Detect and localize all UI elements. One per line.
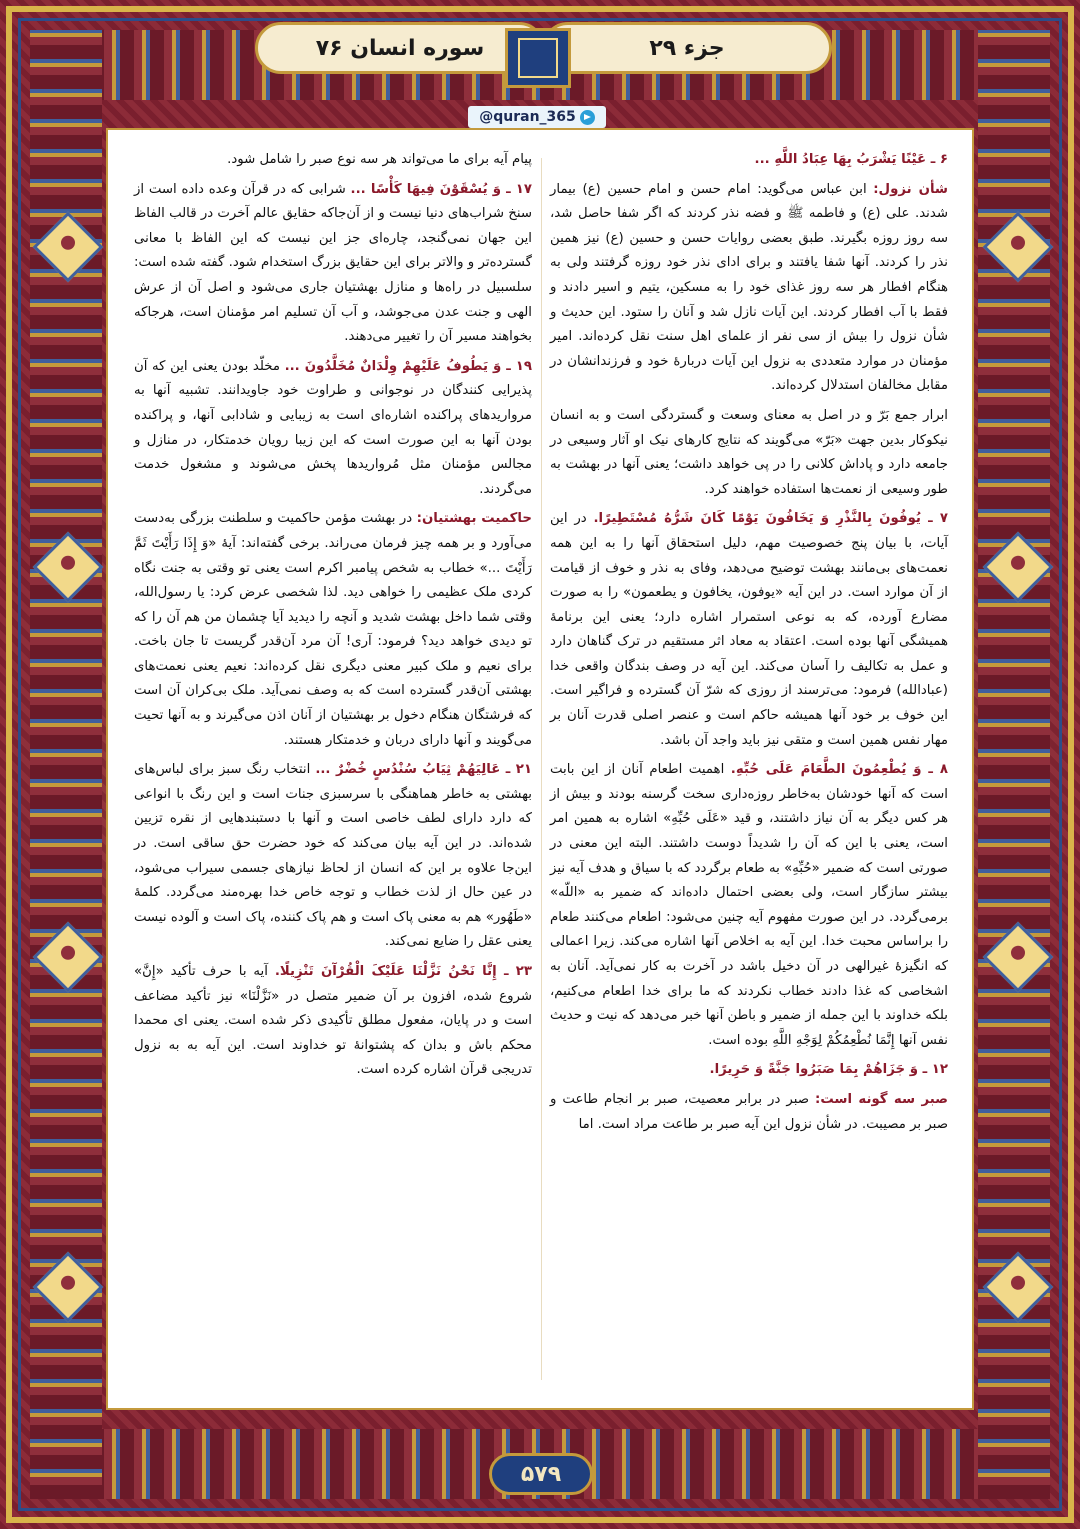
paragraph [550,404,948,502]
verse-heading: ۱۹ ـ وَ یَطُوفُ عَلَیْهِمْ وِلْدَانٌ مُخَلَّدُونَ ... [284,358,533,374]
section-heading: شأن نزول: [873,181,949,197]
paragraph [550,178,948,399]
verse-heading: ۱۷ ـ وَ یُسْقَوْنَ فِیهَا کَأْسًا ... [350,181,532,197]
body-text: ابن عباس می‌گوید: امام حسن و امام حسین (ع) بیمار شدند. علی (ع) و فاطمه ﷺ و فضه نذر کردند که اگر شفا حاصل شد، سه روز روزه بگیرند. طبق بعضی روایات حسن و حسین (ع) نیز همین نذر را کردند. آنها شفا یافتند و برای ادای نذر خود روزه گرفتند ولی به هنگام افطار هر سه روز غذای خود را به مسکین، یتیم و اسیر دادند و فقط با آب افطار کردند. این آیات نازل شد و آنان را ستود. این حدیث و شأن نزول را بیش از سی نفر از علمای اهل سنت نقل کرده‌اند. امیر مؤمنان در موارد متعددی به نزول این آیات دربارهٔ خود و فرزندانشان در مقابل مخالفان استدلال کرده‌اند. [550,181,948,394]
body-text: پیام آیه برای ما می‌تواند هر سه نوع صبر را شامل شود. [227,152,532,167]
channel-tag[interactable] [468,106,606,128]
juz-number: جزء ۲۹ [649,35,725,61]
verse-heading: ۶ ـ عَیْنًا یَشْرَبُ بِهَا عِبَادُ اللَّهِ ... [754,152,948,167]
page-number: ۵۷۹ [520,1461,562,1487]
paragraph [134,758,532,955]
paragraph [134,507,532,753]
channel-handle[interactable]: @quran_365 [479,109,576,125]
page-number-badge [489,1453,593,1495]
verse-heading: ۱۲ ـ وَ جَزَاهُمْ بِمَا صَبَرُوا جَنَّةً وَ حَرِیرًا. [709,1062,948,1078]
paragraph [134,148,532,173]
verse-heading: ۸ ـ وَ یُطْعِمُونَ الطَّعَامَ عَلَى حُبِّهِ. [730,762,948,778]
verse-heading: ۲۱ ـ عَالِیَهُمْ ثِیَابُ سُنْدُسٍ خُضْرٌ ... [315,762,532,778]
paragraph [134,178,532,350]
paragraph [550,148,948,173]
juz-label [542,22,832,74]
paragraph [550,1058,948,1083]
section-heading: صبر سه گونه است: [815,1091,948,1107]
body-text: آیه با حرف تأکید «إِنَّ» شروع شده، افزون بر آن ضمیر متصل در «نَزَّلْنَا» نیز تأکید مضاعف است و در پایان، مفعول مطلق تأکیدی ذکر شده است. یعنی ای محمدا محکم باش و بدان که پشتوانهٔ تو خداوند است. این آیه به به نزول تدریجی قرآن اشاره کرده است. [134,964,532,1078]
body-text: مخلّد بودن یعنی این که آن پذیرایی کنندگان در نوجوانی و طراوت خود جاویدانند. تشبیه آنها به مرواریدهای پراکنده اشاره‌ای است به زیبایی و شادابی آنها، و پراکنده بودن آنها به این صورت است که این زیبا رویان خدمتکار، در منازل و مجالس مؤمنان مثل مُرواریدها پخش می‌شوند و مشغول خدمت می‌گردند. [134,358,532,497]
right-column [550,148,948,1390]
section-heading: حاکمیت بهشتیان: [416,511,532,527]
paragraph [134,355,532,503]
quran-logo-icon [505,28,571,88]
paragraph [134,960,532,1083]
body-text: صبر در برابر معصیت، صبر بر انجام طاعت و صبر بر مصیبت. در شأن نزول این آیه صبر بر طاعت مراد است. اما [550,1091,948,1132]
verse-heading: ۲۳ ـ إِنَّا نَحْنُ نَزَّلْنَا عَلَیْکَ الْقُرْآنَ تَنْزِیلًا. [274,964,533,979]
content-panel [106,128,974,1410]
telegram-icon [580,110,595,125]
paragraph [550,507,948,753]
left-column [134,148,532,1390]
surah-name: سوره انسان ۷۶ [315,35,485,61]
body-text: انتخاب رنگ سبز برای لباس‌های بهشتی به خاطر هماهنگی با سرسبزی جنات است و این رنگ با انواعی که دارد دارای لطف خاصی است و آنها با دستبندهایی از نقره تزیین شده‌اند. در این آیه بیان می‌کند که خود حضرت حق ساقی است. در این‌جا علاوه بر این که انسان از لحاظ نیازهای جسمی سیراب می‌شود، در عین حال از لذت خطاب و توجه خاص خدا بهره‌مند می‌گردد. کلمهٔ «طَهُور» هم به معنی پاک است و هم پاک کننده، پاک است و آلوده نیست یعنی عقل را ضایع نمی‌کند. [134,762,532,950]
body-text: اهمیت اطعام آنان از این بابت است که آنها خودشان به‌خاطر روزه‌داری سخت گرسنه بودند و بیش از هر کس دیگر به آن نیاز داشتند، و قید «عَلَى حُبِّهِ» اشاره به همین امر است، یعنی با این که آن را شدیداً دوست داشتند. البته این معنی در صورتی است که ضمیر «حُبِّهِ» به طعام برگردد که با سیاق و هدف آیه نیز بیشتر سازگار است، ولی بعضی احتمال داده‌اند که ضمیر به «اللّه» برمی‌گردد. در این صورت مفهوم آیه چنین می‌شود: اطعام می‌کنند طعام را براساس محبت خدا. این آیه به اخلاص آنها اشاره می‌کند. زیرا اعمالی که انگیزهٔ غیرالهی در آن دخیل باشد در آخرت به کار نمی‌آید. آنان به اشخاصی که غذا دادند خطاب نکردند که ما برای خدا اطعام می‌کنیم، بلکه خداوند با این جمله از ضمیر و باطن آنها خبر می‌دهد که نیت و حدیث نفس آنها إِنَّمَا نُطْعِمُکُمْ لِوَجْهِ اللَّهِ بوده است. [550,762,948,1048]
verse-heading: ۷ ـ یُوفُونَ بِالنَّذْرِ وَ یَخَافُونَ یَوْمًا کَانَ شَرُّهُ مُسْتَطِیرًا. [593,511,948,527]
body-text: ابرار جمع بَرّ و در اصل به معنای وسعت و گستردگی است و به انسان نیکوکار بدین جهت «بَرّ» می‌گویند که نتایج کارهای نیک او آثار وسیعی در جامعه دارد و پاداش کلانی را در پی خواهد داشت؛ یعنی آنها در بهشت به طور وسیعی از نعمت‌ها استفاده خواهند کرد. [550,407,948,497]
body-text: در بهشت مؤمن حاکمیت و سلطنت بزرگی به‌دست می‌آورد و بر همه چیز فرمان می‌راند. برخی گفته‌اند: آیهٔ «وَ إِذَا رَأَیْتَ ثَمَّ رَأَیْتَ ...» خطاب به شخص پیامبر اکرم است یعنی تو وقتی به جنت نگاه کردی ملک عظیمی را خواهی دید. لذا شخصی عرض کرد: یا رسول‌الله، وقتی شما داخل بهشت شدید و آنچه را دیدید آیا چشمان من هم آن را که تو دیدی خواهد دید؟ فرمود: آری! آن مرد آن‌قدر گریست تا جان باخت. برای نعیم و ملک کبیر معنی دیگری نقل کرده‌اند: نعیم یعنی نعمت‌های بهشتی آن‌قدر گسترده است که به وصف نمی‌آید. ملک بی‌کران آن است که فرشتگان هنگام دخول بر بهشتیان از آنان اذن می‌گیرند و به آنها تحیت می‌گویند و آنها دارای دربان و خدمتکار هستند. [134,511,532,748]
surah-label [255,22,545,74]
paragraph [550,758,948,1053]
paragraph [550,1088,948,1137]
column-divider [541,158,542,1380]
body-text: در این آیات، با بیان پنج خصوصیت مهم، دلیل استحقاق آنها را به این همه نعمت‌های بی‌مانند بهشت توضیح می‌دهد، وفای به نذر و خوف از قیامت از آن موارد است. در این آیه «یوفون، یخافون و یطعمون» را به صورت مضارع آورده، که به نوعی استمرار اشاره دارد؛ یعنی این برنامهٔ همیشگی آنها بوده است. اعتقاد به معاد اثر مستقیم در ترک گناهان دارد و عمل به تکالیف را آسان می‌کند. این آیه در وصف بندگان واقعی خدا (عبادالله) فرمود: می‌ترسند از روزی که شرّ آن گسترده و فراگیر است. این خوف بر خود آنها همیشه حاکم است و عنصر اصلی قدرت آنان بر مهار نفس همین است و متقی نیز باید واجد آن باشد. [550,511,948,748]
body-text: شرابی که در قرآن وعده داده است از سنخ شراب‌های دنیا نیست و از آن‌جاکه حقایق عالم آخرت در قالب الفاظ این جهان نمی‌گنجد، چاره‌ای جز این نیست که این الفاظ با معانی گسترده‌تر و والاتر برای این حقایق بزرگ استخدام شود. گفته شده است: سلسبیل در راه‌ها و منازل بهشتیان جاری می‌شود و اصل آن از عرش الهی و جنت عدن می‌جوشد، و آب آن تسلیم امر مؤمنان است، هرجاکه بخواهند مسیر آن را تغییر می‌دهند. [134,181,532,345]
